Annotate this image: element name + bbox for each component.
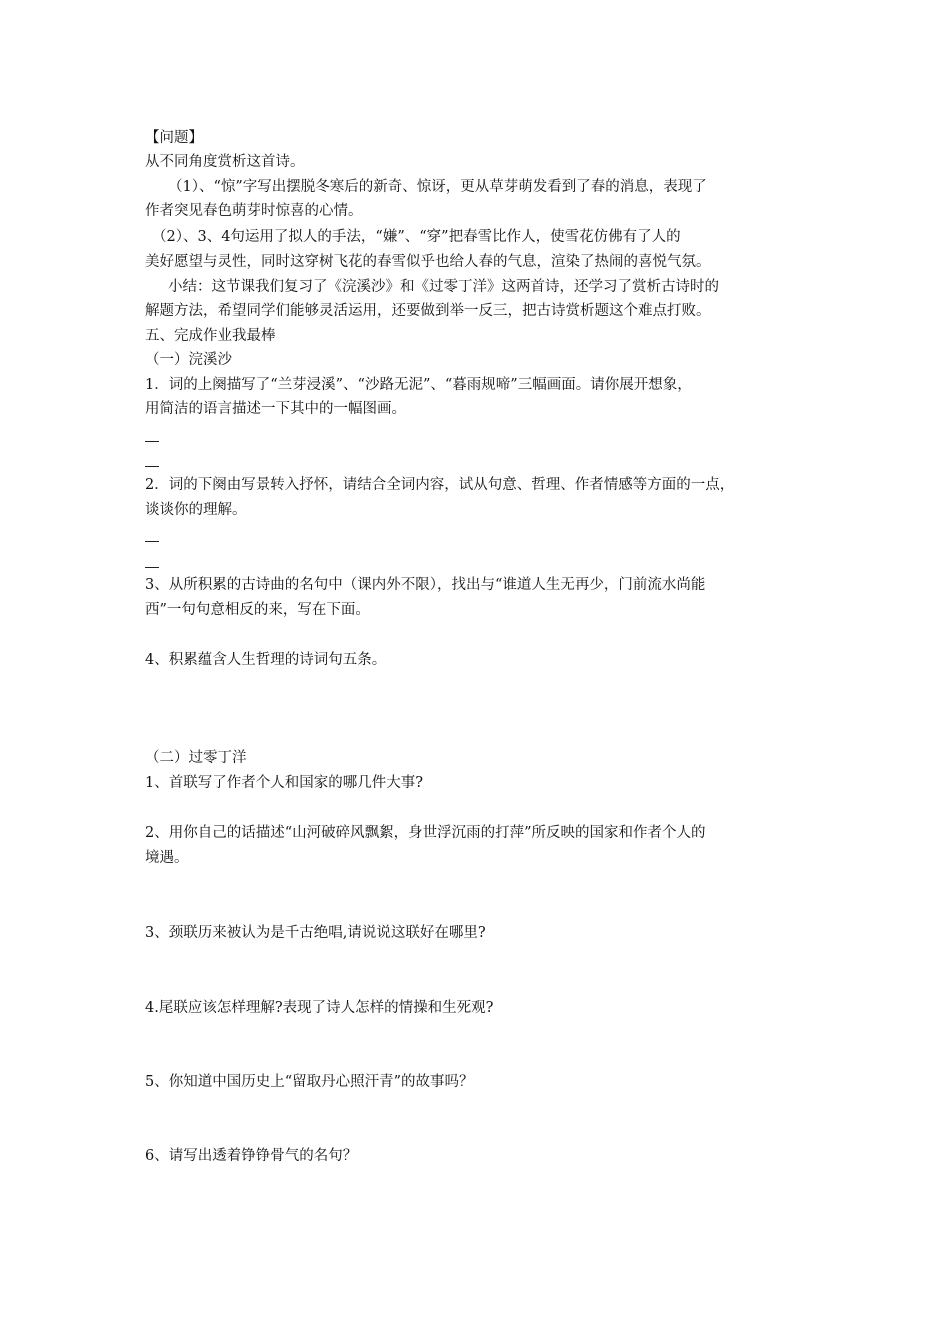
subsection-heading-1: （一）浣溪沙 [145, 352, 232, 368]
text-line: 美好愿望与灵性，同时这穿树飞花的春雪似乎也给人春的气息，渲染了热闹的喜悦气氛。 [145, 254, 711, 270]
question-line: 谈谈你的理解。 [145, 502, 247, 518]
question-line: 1．词的上阕描写了“兰芽浸溪”、“沙路无泥”、“暮雨规啼”三幅画面。请你展开想象， [145, 377, 692, 393]
subsection-heading-2: （二）过零丁洋 [145, 750, 247, 766]
answer-blank [145, 541, 159, 542]
text-line: （2）、3、4句运用了拟人的手法，“嫌”、“穿”把春雪比作人，使雪花仿佛有了人的 [152, 229, 681, 245]
text-line: 从不同角度赏析这首诗。 [145, 154, 305, 170]
question-line: 2、用你自己的话描述“山河破碎风飘絮，身世浮沉雨的打萍”所反映的国家和作者个人的 [145, 825, 706, 841]
section-heading-homework: 五、完成作业我最棒 [145, 328, 276, 344]
question-line: 3、从所积累的古诗曲的名句中（课内外不限），找出与“谁道人生无再少，门前流水尚能 [145, 577, 706, 593]
question-line: 4.尾联应该怎样理解?表现了诗人怎样的情操和生死观? [145, 1000, 494, 1016]
answer-blank [145, 567, 159, 568]
question-line: 3、颈联历来被认为是千古绝唱,请说说这联好在哪里? [145, 925, 486, 941]
text-line: （1）、“惊”字写出摆脱冬寒后的新奇、惊讶，更从草芽萌发看到了春的消息，表现了 [168, 179, 707, 195]
question-line: 西”一句句意相反的来，写在下面。 [145, 602, 370, 618]
answer-blank [145, 466, 159, 467]
question-line: 境遇。 [145, 850, 189, 866]
section-heading-question: 【问题】 [145, 130, 203, 146]
question-line: 5、你知道中国历史上“留取丹心照汗青”的故事吗？ [145, 1074, 474, 1090]
question-line: 1、首联写了作者个人和国家的哪几件大事? [145, 775, 423, 791]
question-line: 用简洁的语言描述一下其中的一幅图画。 [145, 401, 406, 417]
question-line: 2．词的下阕由写景转入抒怀，请结合全词内容，试从句意、哲理、作者情感等方面的一点， [145, 477, 735, 493]
answer-blank [145, 441, 159, 442]
text-line: 作者突见春色萌芽时惊喜的心情。 [145, 203, 363, 219]
question-line: 6、请写出透着铮铮骨气的名句？ [145, 1148, 358, 1164]
question-line: 4、积累蕴含人生哲理的诗词句五条。 [145, 652, 387, 668]
summary-line: 解题方法，希望同学们能够灵活运用，还要做到举一反三，把古诗赏析题这个难点打败。 [145, 303, 711, 319]
summary-line: 小结：这节课我们复习了《浣溪沙》和《过零丁洋》这两首诗，还学习了赏析古诗时的 [168, 279, 719, 295]
